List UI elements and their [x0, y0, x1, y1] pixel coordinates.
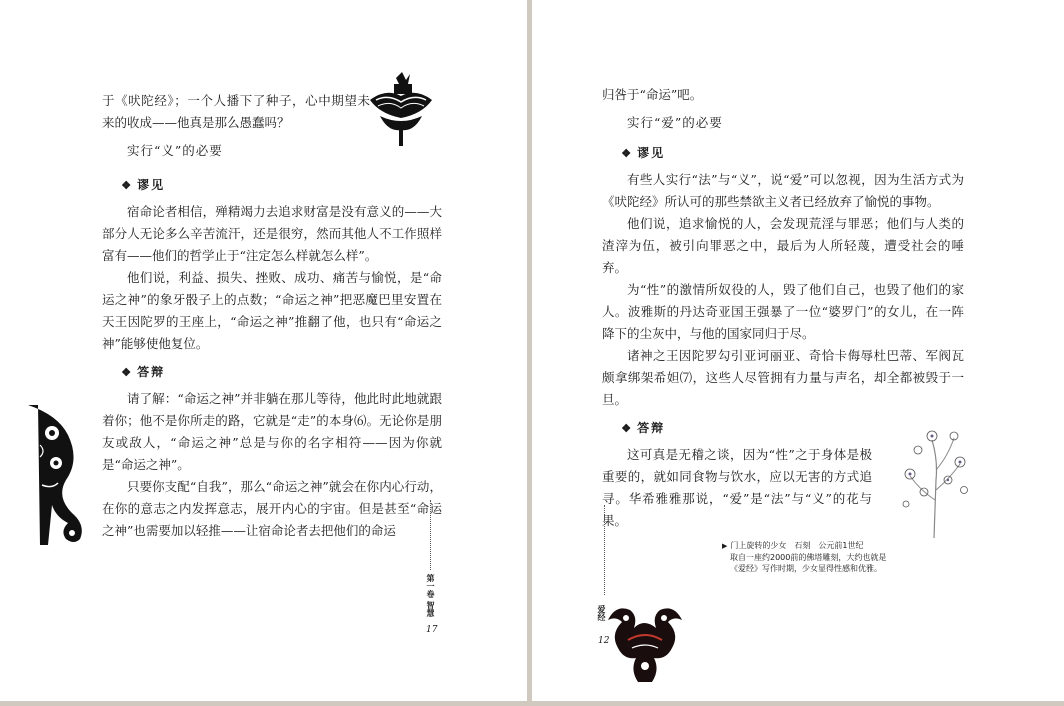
- page-number: 12: [598, 636, 610, 646]
- subheading-label: 答辩: [137, 365, 166, 379]
- continuation-text: 于《吠陀经》；一个人播下了种子，心中期望未来的收成——他真是那么愚蠢吗？: [102, 93, 370, 130]
- section-title: 实行“义”的必要: [127, 143, 223, 158]
- page-number: 17: [426, 625, 438, 635]
- paragraph: 诸神之王因陀罗勾引亚诃丽亚、奇恰卡侮辱杜巴蒂、军阀瓦颇拿绑架希妲⑺，这些人尽管拥有力量与声名，却全都被毁于一旦。: [602, 348, 964, 407]
- subheading-label: 答辩: [637, 421, 666, 435]
- margin-dotted-line: [604, 505, 605, 595]
- running-header: 爱经: [597, 605, 607, 621]
- left-body-text: [102, 90, 442, 542]
- floral-border-ornament-icon: [28, 405, 98, 545]
- subheading-rebuttal: [102, 361, 442, 384]
- diamond-bullet-icon: ❖: [621, 422, 634, 435]
- subheading-fallacy: [102, 174, 442, 197]
- figure-caption: [722, 540, 902, 574]
- paragraph: 这可真是无稽之谈，因为“性”之于身体是极重要的，就如同食物与饮水，应以无害的方式追寻。华希雅雅那说，“爱”是“法”与“义”的花与果。: [602, 447, 872, 528]
- paragraph: 只要你支配“自我”，那么“命运之神”就会在你内心行动，在你的意志之内发挥意志，展开内心的宇宙。但是甚至“命运之神”也需要加以轻推——让宿命论者去把他们的命运: [102, 479, 442, 538]
- continuation-text: 归咎于“命运”吧。: [602, 87, 703, 102]
- bottom-edge: [0, 701, 1064, 706]
- running-header: 第一卷 智慧: [426, 574, 436, 617]
- left-page: [0, 0, 527, 701]
- paragraph: 宿命论者相信，殚精竭力去追求财富是没有意义的——大部分人无论多么辛苦流汗，还是很穷，然而其他人不工作照样富有——他们的哲学止于“注定怎么样就怎么样”。: [102, 204, 442, 263]
- subheading-label: 谬见: [137, 178, 166, 192]
- paragraph: 有些人实行“法”与“义”，说“爱”可以忽视，因为生活方式为《吠陀经》所认可的那些禁欲主义者已经放弃了愉悦的事物。: [602, 172, 964, 209]
- diamond-bullet-icon: ❖: [121, 366, 134, 379]
- diamond-bullet-icon: ❖: [121, 179, 134, 192]
- margin-dotted-line: [430, 500, 431, 570]
- caption-description: 取自一座约2000前的佛塔雕刻，大约也就是《爱经》写作时期，少女显得性感和优雅。: [730, 553, 887, 573]
- paragraph: 为“性”的激情所奴役的人，毁了他们自己，也毁了他们的家人。波雅斯的丹达奇亚国王强暴了一位“婆罗门”的女儿，在一阵降下的尘灰中，与他的国家同归于尽。: [602, 282, 964, 341]
- flowering-tree-illustration-icon: [898, 420, 976, 538]
- paragraph: 请了解：“命运之神”并非躺在那儿等待，他此时此地就跟着你；他不是你所走的路，它就是“走”的本身⑹。无论你是朋友或敌人，“命运之神”总是与你的名字相符——因为你就是“命运之神”。: [102, 391, 442, 472]
- subheading-label: 谬见: [637, 146, 666, 160]
- paragraph: 他们说，追求愉悦的人，会发现荒淫与罪恶；他们与人类的渣滓为伍，被引向罪恶之中，最后为人所轻蔑，遭受社会的唾弃。: [602, 216, 964, 275]
- caption-title: ▶ 门上旋转的少女 石刻 公元前1世纪: [722, 541, 864, 550]
- paragraph: 他们说，利益、损失、挫败、成功、痛苦与愉悦，是“命运之神”的象牙骰子上的点数；“命运之神”把恶魔巴里安置在天王因陀罗的王座上，“命运之神”推翻了他，也只有“命运之神”能够使他复位。: [102, 270, 442, 351]
- triangle-bullet-icon: ▶: [722, 542, 728, 550]
- section-title: 实行“爱”的必要: [627, 115, 723, 130]
- subheading-fallacy: [602, 142, 964, 165]
- peacock-ornament-icon: [602, 600, 688, 682]
- diamond-bullet-icon: ❖: [621, 147, 634, 160]
